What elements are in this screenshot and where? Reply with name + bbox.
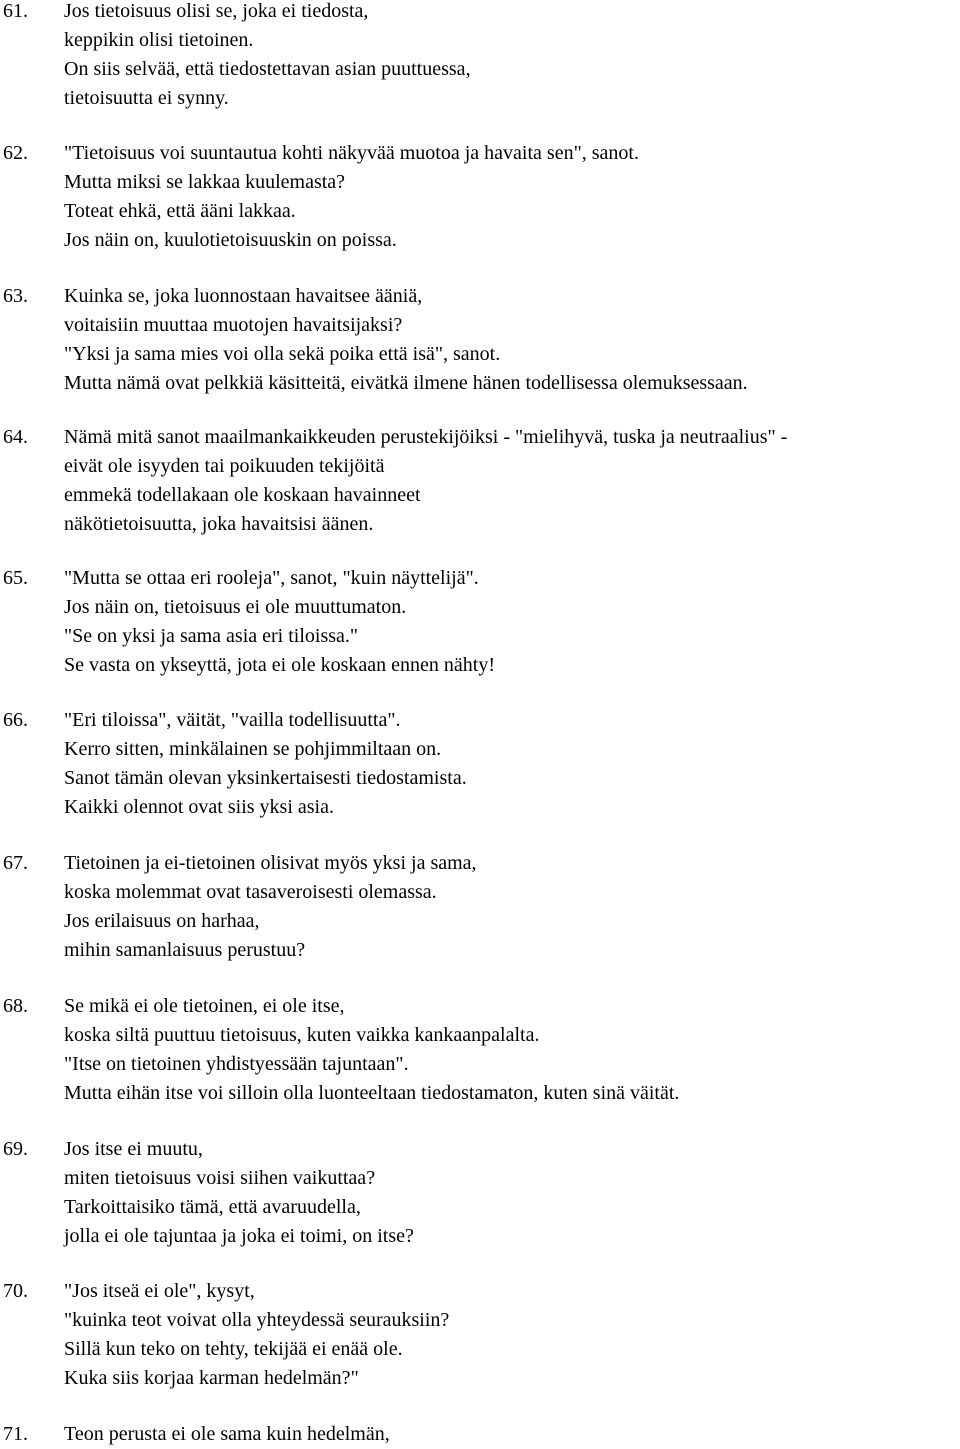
verse-line: tietoisuutta ei synny. <box>64 87 229 109</box>
verse-lines <box>64 1277 954 1393</box>
verse-number: 70. <box>3 1280 28 1302</box>
verse-line: "kuinka teot voivat olla yhteydessä seurauksiin? <box>64 1309 450 1331</box>
verse-number: 69. <box>3 1138 28 1160</box>
verse-number: 64. <box>3 426 28 448</box>
verse-line: Sanot tämän olevan yksinkertaisesti tiedostamista. <box>64 767 467 789</box>
verse-line: Mutta eihän itse voi silloin olla luonteeltaan tiedostamaton, kuten sinä väität. <box>64 1082 680 1104</box>
verse-line: voitaisiin muuttaa muotojen havaitsijaksi? <box>64 314 403 336</box>
verse-line: koska molemmat ovat tasaveroisesti olemassa. <box>64 881 437 903</box>
verse-number: 66. <box>3 709 28 731</box>
verse-number: 62. <box>3 142 28 164</box>
verse-line: jolla ei ole tajuntaa ja joka ei toimi, on itse? <box>64 1225 414 1247</box>
verse-line: "Jos itseä ei ole", kysyt, <box>64 1280 255 1302</box>
verse-number: 65. <box>3 567 28 589</box>
verse-line: Teon perusta ei ole sama kuin hedelmän, <box>64 1423 390 1445</box>
verse-line: keppikin olisi tietoinen. <box>64 29 254 51</box>
verse-line: Jos näin on, kuulotietoisuuskin on poissa. <box>64 229 397 251</box>
verse-line: Se vasta on ykseyttä, jota ei ole koskaan ennen nähty! <box>64 654 495 676</box>
verse-line: On siis selvää, että tiedostettavan asian puuttuessa, <box>64 58 471 80</box>
verse-lines <box>64 423 954 539</box>
verse-line: Se mikä ei ole tietoinen, ei ole itse, <box>64 995 345 1017</box>
verse-line: Tarkoittaisiko tämä, että avaruudella, <box>64 1196 361 1218</box>
verse-line: Kuka siis korjaa karman hedelmän?" <box>64 1367 359 1389</box>
verse-lines <box>64 992 954 1108</box>
verse-line: miten tietoisuus voisi siihen vaikuttaa? <box>64 1167 376 1189</box>
verse-line: Kaikki olennot ovat siis yksi asia. <box>64 796 334 818</box>
verse-line: Tietoinen ja ei-tietoinen olisivat myös yksi ja sama, <box>64 852 477 874</box>
verse-number: 61. <box>3 0 28 22</box>
verse-number: 71. <box>3 1423 28 1445</box>
verse-lines <box>64 1420 954 1449</box>
verse-line: Sillä kun teko on tehty, tekijää ei enää ole. <box>64 1338 403 1360</box>
verse-line: "Se on yksi ja sama asia eri tiloissa." <box>64 625 359 647</box>
verse-line: näkötietoisuutta, joka havaitsisi äänen. <box>64 513 374 535</box>
verse-lines <box>64 849 954 965</box>
verse-line: "Tietoisuus voi suuntautua kohti näkyvää muotoa ja havaita sen", sanot. <box>64 142 639 164</box>
verse-line: "Mutta se ottaa eri rooleja", sanot, "kuin näyttelijä". <box>64 567 479 589</box>
verse-line: Mutta miksi se lakkaa kuulemasta? <box>64 171 346 193</box>
verse-line: Nämä mitä sanot maailmankaikkeuden perustekijöiksi - "mielihyvä, tuska ja neutraalius" - <box>64 426 788 448</box>
verse-number: 63. <box>3 285 28 307</box>
verse-line: emmekä todellakaan ole koskaan havainneet <box>64 484 421 506</box>
verse-line: Kuinka se, joka luonnostaan havaitsee ääniä, <box>64 285 423 307</box>
verse-line: koska siltä puuttuu tietoisuus, kuten vaikka kankaanpalalta. <box>64 1024 540 1046</box>
verse-lines <box>64 282 954 398</box>
verse-line: eivät ole isyyden tai poikuuden tekijöitä <box>64 455 385 477</box>
verse-lines <box>64 0 954 113</box>
verse-lines <box>64 706 954 822</box>
verse-line: Jos itse ei muutu, <box>64 1138 203 1160</box>
verse-line: "Yksi ja sama mies voi olla sekä poika että isä", sanot. <box>64 343 501 365</box>
verse-number: 68. <box>3 995 28 1017</box>
verse-line: "Itse on tietoinen yhdistyessään tajuntaan". <box>64 1053 409 1075</box>
verse-line: Jos näin on, tietoisuus ei ole muuttumaton. <box>64 596 407 618</box>
verse-line: Jos tietoisuus olisi se, joka ei tiedosta, <box>64 0 369 22</box>
verse-line: Mutta nämä ovat pelkkiä käsitteitä, eivätkä ilmene hänen todellisessa olemuksessaan. <box>64 372 748 394</box>
verse-lines <box>64 564 954 680</box>
verse-line: Toteat ehkä, että ääni lakkaa. <box>64 200 296 222</box>
verse-lines <box>64 1135 954 1251</box>
verse-line: Jos erilaisuus on harhaa, <box>64 910 260 932</box>
verse-lines <box>64 139 954 255</box>
verse-line: "Eri tiloissa", väität, "vailla todellisuutta". <box>64 709 401 731</box>
verse-number: 67. <box>3 852 28 874</box>
verse-line: Kerro sitten, minkälainen se pohjimmiltaan on. <box>64 738 442 760</box>
verse-line: mihin samanlaisuus perustuu? <box>64 939 306 961</box>
